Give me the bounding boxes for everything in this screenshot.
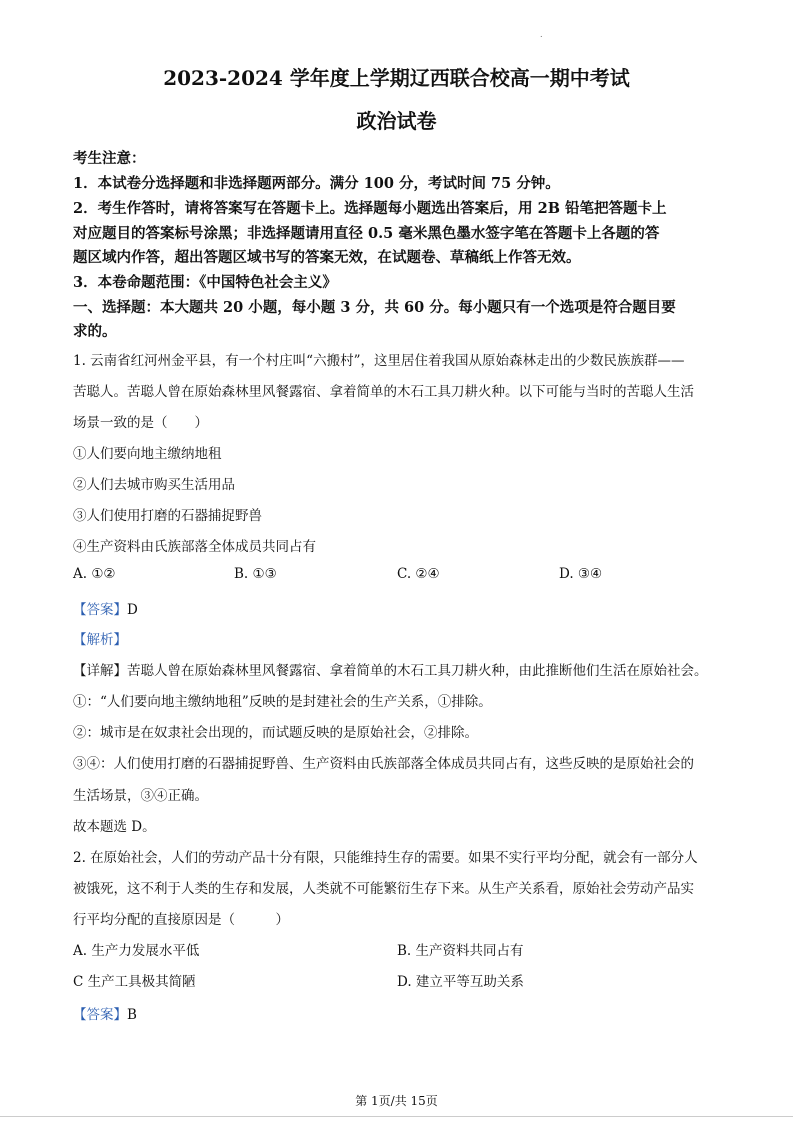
q1-explain: ②：城市是在奴隶社会出现的，而试题反映的是原始社会，②排除。 [73, 725, 478, 741]
q1-option-d: D. ③④ [559, 566, 603, 582]
answer-tag: 【答案】 [73, 1007, 127, 1023]
q1-answer [73, 598, 138, 618]
q2-option-a: A. 生产力发展水平低 [73, 943, 200, 959]
q2-stem: 2. 在原始社会，人们的劳动产品十分有限，只能维持生存的需要。如果不实行平均分配，就会有一部分人 [73, 850, 698, 866]
page-number: 第 1页/共 15页 [355, 1094, 438, 1108]
q1-explain: 生活场景，③④正确。 [73, 788, 208, 804]
q1-analysis-tag: 【解析】 [73, 632, 127, 648]
detail-tag: 【详解】 [73, 663, 127, 679]
section-heading: 一、选择题：本大题共 20 小题，每小题 3 分，共 60 分。每小题只有一个选项是符合题目要 [73, 299, 676, 316]
q1-stem: 场景一致的是（ ） [73, 415, 208, 431]
page-bottom-rule [0, 1116, 793, 1117]
notice-line: 2．考生作答时，请将答案写在答题卡上。选择题每小题选出答案后，用 2B 铅笔把答题卡上 [73, 200, 667, 217]
notice-line: 对应题目的答案标号涂黑；非选择题请用直径 0.5 毫米黑色墨水签字笔在答题卡上各题的答 [73, 225, 660, 242]
q1-item: ③人们使用打磨的石器捕捉野兽 [73, 508, 262, 524]
q2-option-b: B. 生产资料共同占有 [397, 943, 524, 959]
q1-stem: 1. 云南省红河州金平县，有一个村庄叫“六搬村”，这里居住着我国从原始森林走出的少数民族族群—— [73, 353, 685, 369]
answer-value: B [127, 1007, 137, 1023]
answer-value: D [127, 602, 138, 618]
q1-option-c: C. ②④ [397, 566, 440, 582]
q1-explain: ①：“人们要向地主缴纳地租”反映的是封建社会的生产关系，①排除。 [73, 694, 492, 710]
q1-explain: ③④：人们使用打磨的石器捕捉野兽、生产资料由氏族部落全体成员共同占有，这些反映的是原始社会的 [73, 756, 694, 772]
detail-text: 苦聪人曾在原始森林里风餐露宿、拿着简单的木石工具刀耕火种，由此推断他们生活在原始社会。 [127, 663, 708, 679]
exam-subtitle: 政治试卷 [356, 109, 437, 133]
q1-option-a: A. ①② [73, 566, 116, 582]
q1-detail [73, 659, 708, 679]
q1-option-b: B. ①③ [234, 566, 277, 582]
q2-option-c: C 生产工具极其简陋 [73, 974, 196, 990]
notice-line: 1．本试卷分选择题和非选择题两部分。满分 100 分，考试时间 75 分钟。 [73, 175, 560, 192]
notice-line: 题区域内作答，超出答题区域书写的答案无效，在试题卷、草稿纸上作答无效。 [73, 249, 581, 266]
q1-explain: 故本题选 D。 [73, 819, 156, 835]
q1-item: ②人们去城市购买生活用品 [73, 477, 235, 493]
notice-line: 3．本卷命题范围：《中国特色社会主义》 [73, 274, 337, 291]
q2-stem: 被饿死，这不利于人类的生存和发展，人类就不可能繁衍生存下来。从生产关系看，原始社会劳动产品实 [73, 881, 694, 897]
q1-item: ①人们要向地主缴纳地租 [73, 446, 222, 462]
exam-title: 2023-2024 学年度上学期辽西联合校高一期中考试 [163, 66, 630, 90]
section-heading-cont: 求的。 [73, 323, 117, 340]
q2-answer [73, 1003, 137, 1023]
q2-stem: 行平均分配的直接原因是（ ） [73, 912, 289, 928]
notice-heading: 考生注意： [73, 150, 146, 167]
answer-tag: 【答案】 [73, 602, 127, 618]
q1-stem: 苦聪人。苦聪人曾在原始森林里风餐露宿、拿着简单的木石工具刀耕火种。以下可能与当时的苦聪人生活 [73, 384, 694, 400]
corner-mark: . [540, 30, 543, 39]
q2-option-d: D. 建立平等互助关系 [397, 974, 524, 990]
q1-item: ④生产资料由氏族部落全体成员共同占有 [73, 539, 316, 555]
